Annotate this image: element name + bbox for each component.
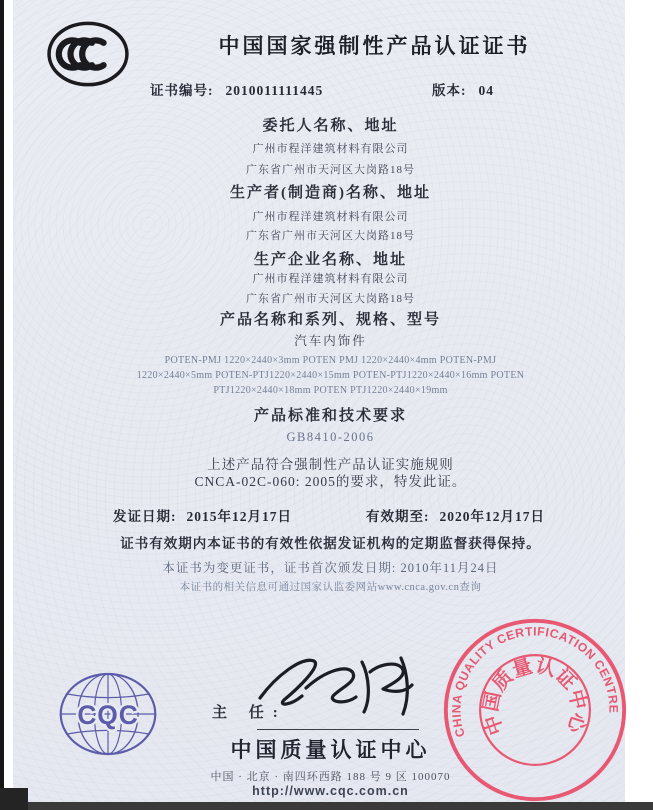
version-row	[432, 79, 494, 100]
product-models-line2: 1220×2440×5mm POTEN-PTJ1220×2440×15mm POTEN-PTJ1220×2440×16mm POTEN	[136, 370, 525, 381]
svg-text:中国质量认证中心	[480, 655, 591, 738]
product-models	[52, 353, 609, 398]
version-label: 版本:	[432, 83, 467, 98]
manufacturer-heading: 生产者(制造商)名称、地址	[230, 185, 431, 201]
factory-heading: 生产企业名称、地址	[253, 252, 407, 268]
org-address: 中国 · 北京 · 南四环西路 188 号 9 区 100070	[210, 771, 451, 783]
validity-note: 证书有效期内本证书的有效性依据发证机构的定期监督获得保持。	[120, 536, 541, 551]
applicant-heading: 委托人名称、地址	[262, 118, 399, 134]
issue-date-label: 发证日期:	[113, 509, 177, 524]
org-name: 中国质量认证中心	[230, 738, 431, 762]
product-models-line1: POTEN-PMJ 1220×2440×3mm POTEN PMJ 1220×2440×4mm POTEN-PMJ	[164, 355, 497, 366]
change-note: 本证书为变更证书，证书首次颁发日期: 2010年11月24日	[162, 561, 499, 575]
issue-date-value: 2015年12月17日	[186, 509, 292, 524]
manufacturer-address: 广东省广州市天河区大岗路18号	[246, 230, 415, 242]
scan-corner-bottom-left	[0, 788, 28, 810]
applicant-address: 广东省广州市天河区大岗路18号	[246, 164, 415, 176]
org-website: http://www.cqc.com.cn	[252, 784, 409, 798]
ccc-mark-icon	[44, 17, 132, 91]
issue-date-row	[113, 505, 292, 526]
product-heading: 产品名称和系列、规格、型号	[219, 312, 441, 328]
director-label: 主 任:	[212, 705, 287, 721]
info-note: 本证书的相关信息可通过国家认监委网站www.cnca.gov.cn查询	[179, 582, 482, 593]
expiry-date-value: 2020年12月17日	[439, 509, 545, 524]
standard-heading: 产品标准和技术要求	[253, 408, 407, 424]
version-value: 04	[478, 83, 494, 98]
scan-edge-bottom	[0, 802, 653, 810]
scan-edge-left	[0, 0, 4, 810]
manufacturer-name: 广州市程洋建筑材料有限公司	[252, 211, 409, 223]
director-signature	[250, 648, 428, 724]
certificate-title: 中国国家强制性产品认证证书	[218, 34, 531, 58]
statement-line2: CNCA-02C-060: 2005的要求，特发此证。	[194, 474, 467, 489]
cert-number-row	[150, 79, 323, 100]
stamp-ring-text: CHINA QUALITY CERTIFICATION CENTRE	[449, 624, 621, 739]
factory-name: 广州市程洋建筑材料有限公司	[252, 273, 409, 285]
factory-address: 广东省广州市天河区大岗路18号	[246, 293, 415, 305]
expiry-date-row	[366, 505, 545, 526]
applicant-name: 广州市程洋建筑材料有限公司	[252, 143, 409, 155]
cqc-logo-text: CQC	[77, 700, 139, 730]
product-models-line3: PTJ1220×2440×18mm POTEN PTJ1220×2440×19mm	[213, 385, 448, 396]
standard-value: GB8410-2006	[286, 430, 375, 444]
stamp-inner-text: 中国质量认证中心	[480, 655, 590, 738]
expiry-date-label: 有效期至:	[366, 509, 430, 524]
signature-underline	[257, 729, 419, 730]
cert-number-label: 证书编号:	[150, 83, 214, 98]
cqc-stamp	[437, 612, 633, 808]
cert-number-value: 2010011111445	[225, 83, 324, 98]
statement-line1: 上述产品符合强制性产品认证实施规则	[207, 457, 454, 472]
product-name: 汽车内饰件	[294, 334, 367, 348]
